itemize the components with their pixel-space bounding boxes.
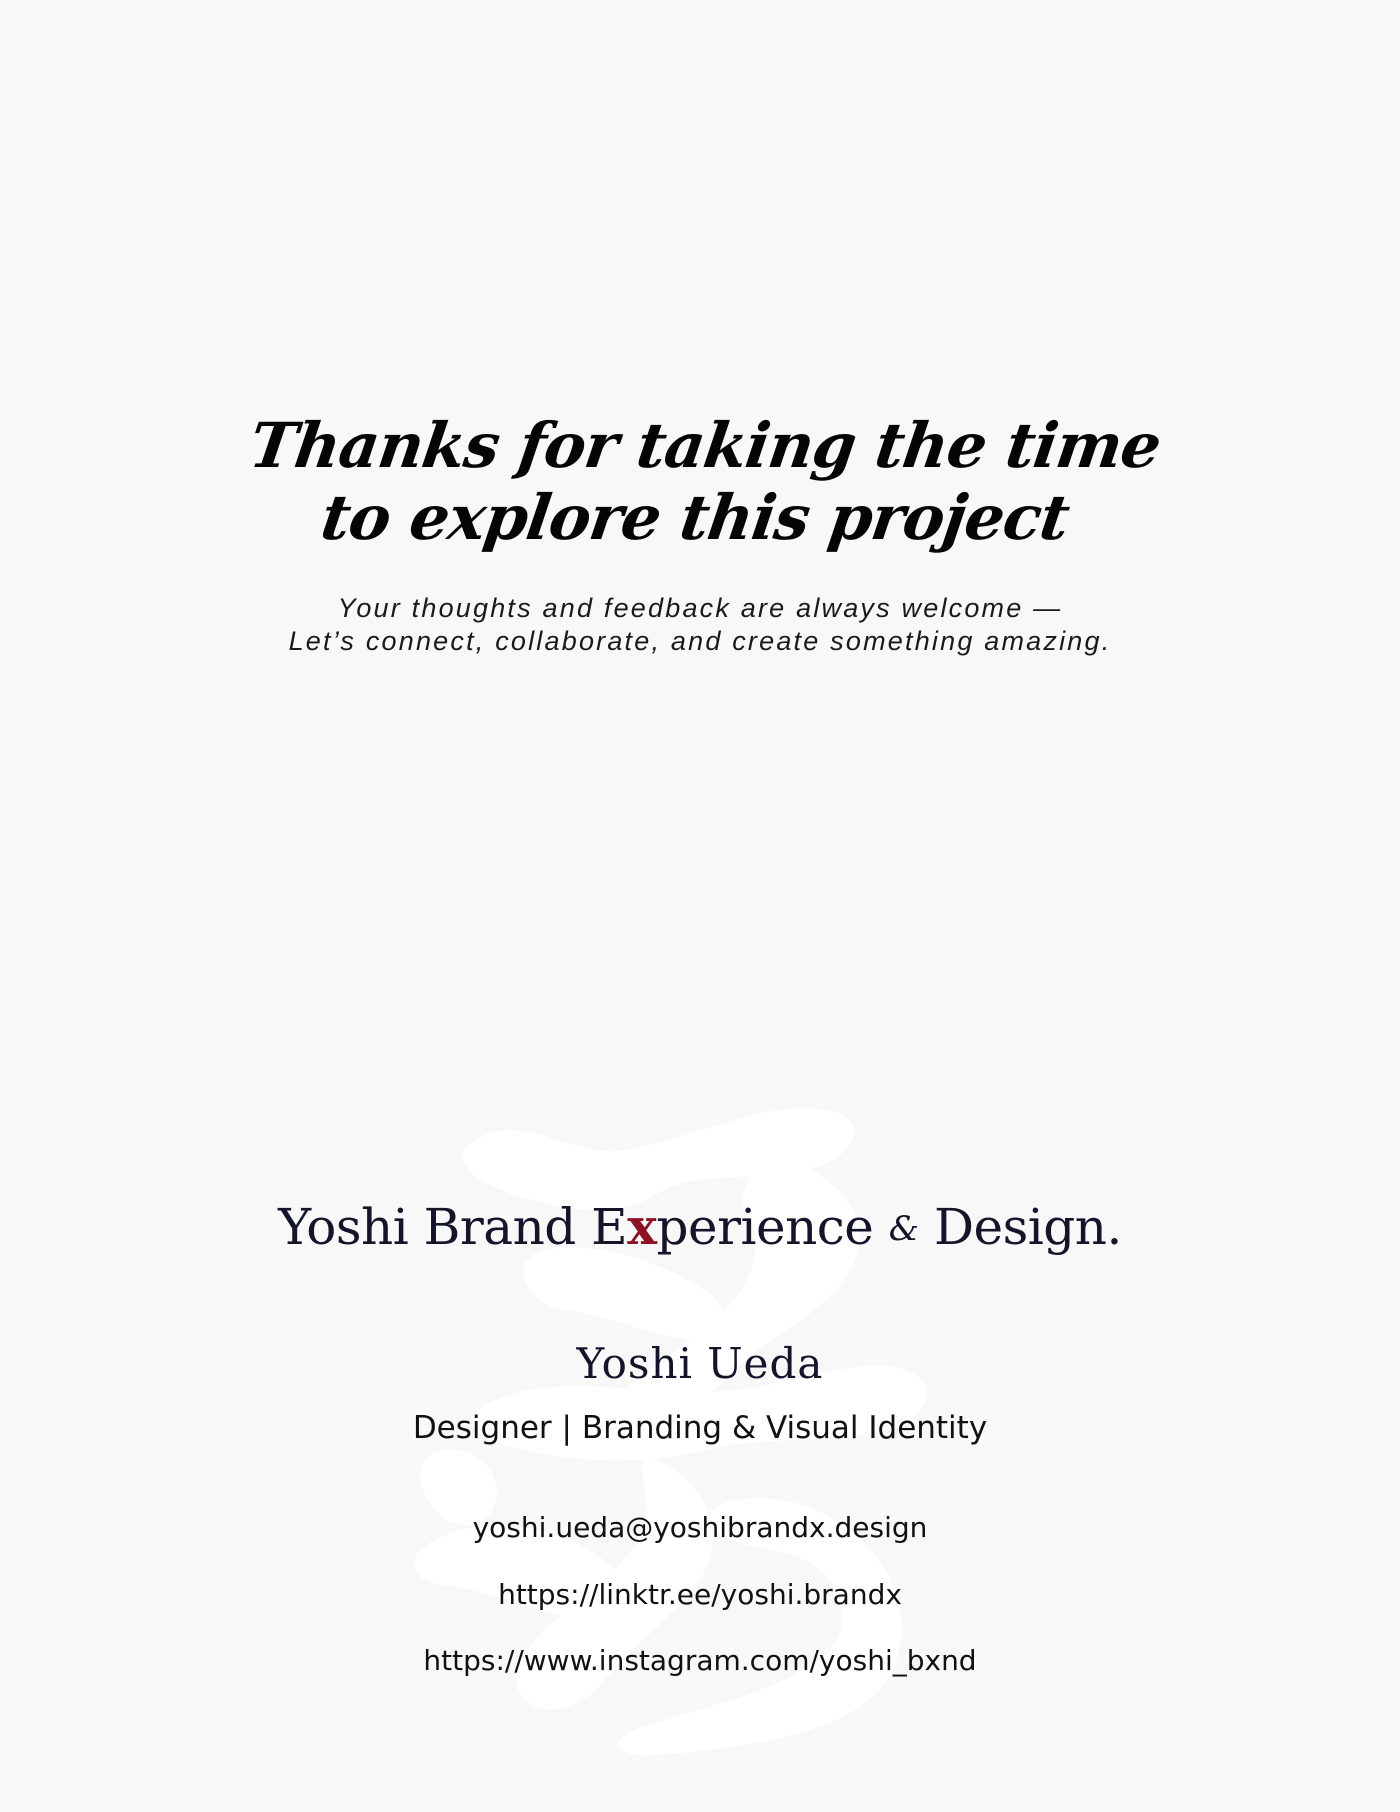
person-name: Yoshi Ueda — [576, 1339, 824, 1388]
linktree-link[interactable]: https://linktr.ee/yoshi.brandx — [498, 1578, 902, 1611]
brand-logo-part-2: perience — [656, 1198, 889, 1256]
brand-logo-part-1: Yoshi Brand E — [278, 1198, 628, 1256]
instagram-link[interactable]: https://www.instagram.com/yoshi_bxnd — [423, 1644, 977, 1677]
subtext-line-1: Your thoughts and feedback are always welcome — — [337, 593, 1063, 623]
headline-line-2: to explore this project — [316, 481, 1074, 554]
person-role: Designer | Branding & Visual Identity — [412, 1410, 988, 1446]
subtext-line-2: Let’s connect, collaborate, and create something amazing. — [288, 626, 1112, 656]
email-link[interactable]: yoshi.ueda@yoshibrandx.design — [472, 1511, 928, 1544]
brand-logo-part-3: Design. — [918, 1198, 1122, 1256]
subtext — [0, 592, 1400, 658]
brand-logo-accent-x: x — [627, 1197, 657, 1256]
headline-line-1: Thanks for taking the time — [245, 409, 1166, 482]
headline — [0, 410, 1400, 554]
brand-logo — [0, 1192, 1400, 1264]
brand-logo-ampersand: & — [888, 1209, 919, 1249]
